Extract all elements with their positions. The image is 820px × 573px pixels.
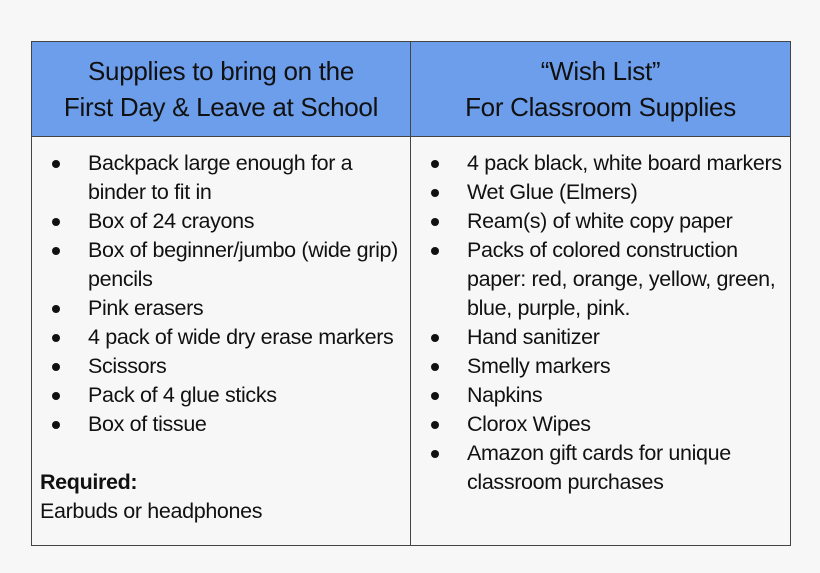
bullet-dot-icon	[431, 218, 439, 226]
list-item	[419, 323, 782, 352]
list-item	[419, 439, 782, 497]
list-item-text: Scissors	[88, 354, 167, 378]
list-item-text: 4 pack black, white board markers	[467, 151, 782, 175]
list-item	[419, 207, 782, 236]
list-item-text: Box of beginner/jumbo (wide grip) pencils	[88, 238, 398, 291]
bullet-dot-icon	[52, 392, 60, 400]
list-item-text: Amazon gift cards for unique classroom purchases	[467, 441, 731, 494]
bullet-dot-icon	[52, 334, 60, 342]
bullet-dot-icon	[431, 334, 439, 342]
list-item	[419, 410, 782, 439]
bullet-dot-icon	[431, 189, 439, 197]
left-column-header	[32, 42, 411, 137]
left-header-line-1: Supplies to bring on the	[88, 56, 354, 86]
list-item-text: Box of 24 crayons	[88, 209, 255, 233]
header-row	[32, 42, 791, 137]
list-item	[419, 352, 782, 381]
list-item-text: Ream(s) of white copy paper	[467, 209, 733, 233]
list-item-text: Clorox Wipes	[467, 412, 591, 436]
left-column-cell	[32, 137, 411, 546]
required-label: Required:	[40, 470, 138, 494]
list-item	[40, 410, 402, 439]
right-header-line-2: For Classroom Supplies	[465, 92, 736, 122]
list-item	[40, 294, 402, 323]
right-header-line-1: “Wish List”	[540, 56, 661, 86]
list-item-text: Wet Glue (Elmers)	[467, 180, 638, 204]
bullet-dot-icon	[431, 421, 439, 429]
list-item	[419, 236, 782, 323]
list-item-text: Smelly markers	[467, 354, 611, 378]
list-item	[40, 207, 402, 236]
content-row	[32, 137, 791, 546]
list-item-text: Packs of colored construction paper: red, orange, yellow, green, blue, purple, pink.	[467, 238, 776, 320]
list-item	[40, 381, 402, 410]
right-column-header	[411, 42, 791, 137]
list-item	[40, 236, 402, 294]
right-column-cell	[411, 137, 791, 546]
bullet-dot-icon	[52, 363, 60, 371]
left-header-line-2: First Day & Leave at School	[63, 92, 379, 122]
list-item-text: Napkins	[467, 383, 543, 407]
bullet-dot-icon	[431, 450, 439, 458]
list-item-text: Pack of 4 glue sticks	[88, 383, 277, 407]
list-item-text: Box of tissue	[88, 412, 207, 436]
list-item-text: Pink erasers	[88, 296, 204, 320]
bullet-dot-icon	[431, 363, 439, 371]
bullet-dot-icon	[52, 160, 60, 168]
bullet-dot-icon	[431, 392, 439, 400]
list-item-text: Hand sanitizer	[467, 325, 600, 349]
list-item	[419, 149, 782, 178]
wish-list-items	[419, 149, 782, 497]
list-item	[40, 323, 402, 352]
bullet-dot-icon	[52, 305, 60, 313]
list-item	[419, 381, 782, 410]
bullet-dot-icon	[431, 247, 439, 255]
bullet-dot-icon	[431, 160, 439, 168]
bullet-dot-icon	[52, 218, 60, 226]
supplies-table	[31, 41, 791, 546]
list-item	[40, 352, 402, 381]
bullet-dot-icon	[52, 421, 60, 429]
list-item-text: 4 pack of wide dry erase markers	[88, 325, 394, 349]
list-item	[419, 178, 782, 207]
required-text: Earbuds or headphones	[40, 499, 263, 523]
list-item-text: Backpack large enough for a binder to fit in	[88, 151, 353, 204]
list-item	[40, 149, 402, 207]
first-day-supplies-list	[40, 149, 402, 439]
bullet-dot-icon	[52, 247, 60, 255]
